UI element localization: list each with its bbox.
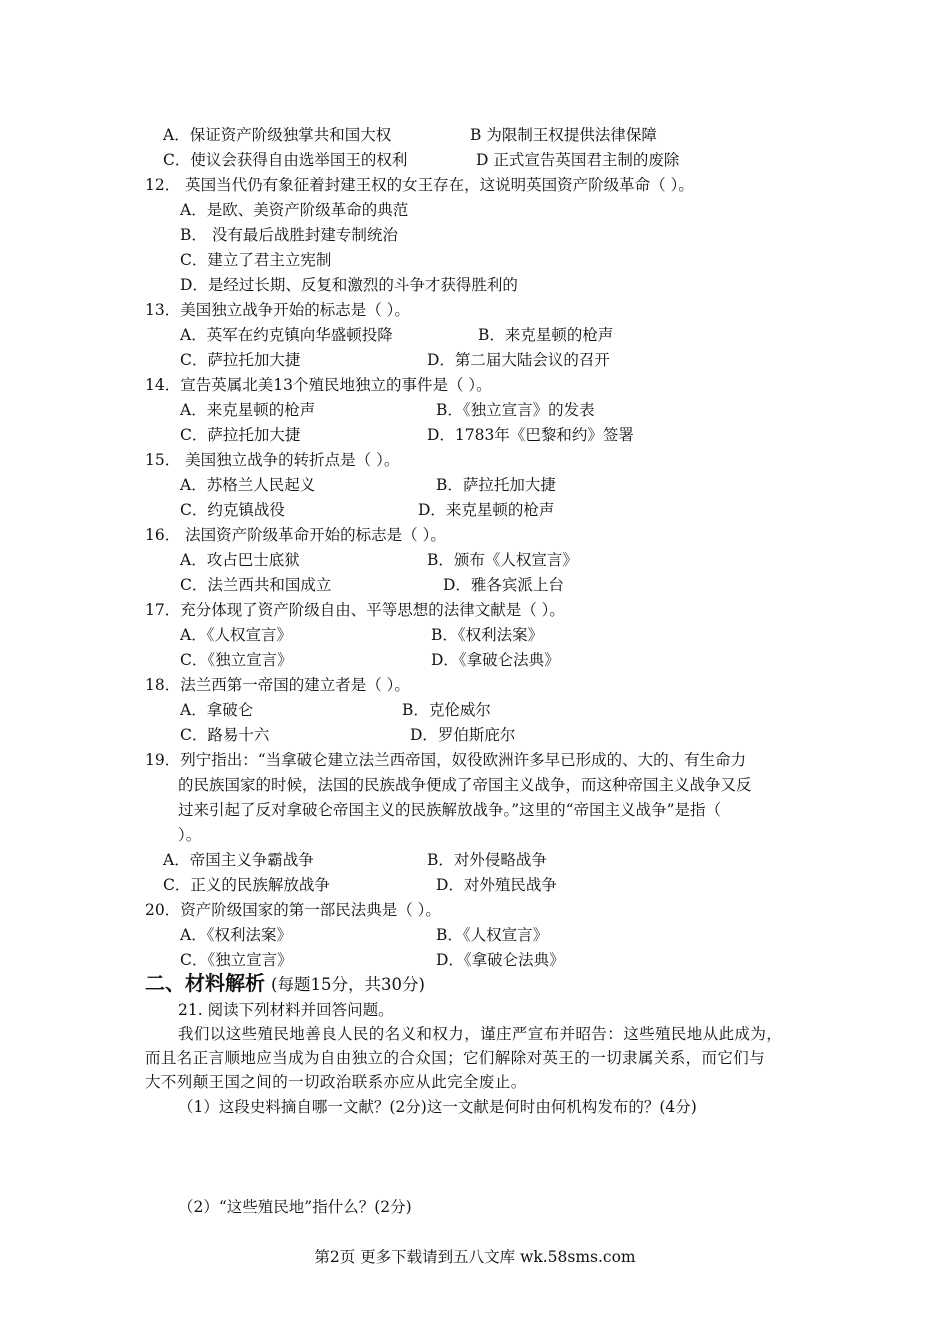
q17-stem: 17．充分体现了资产阶级自由、平等思想的法律文献是（ ）。 xyxy=(145,601,565,619)
section-score-note: (每题15分，共30分) xyxy=(271,975,425,994)
q19-stem-line2: 的民族国家的时候，法国的民族战争便成了帝国主义战争，而这种帝国主义战争又反 xyxy=(178,776,752,794)
q12-stem: 12． 英国当代仍有象征着封建王权的女王存在，这说明英国资产阶级革命（ ）。 xyxy=(145,176,694,194)
q14-option-a: A．来克星顿的枪声 xyxy=(180,401,316,419)
q19-stem-line1: 19．列宁指出：“当拿破仑建立法兰西帝国，奴役欧洲许多早已形成的、大的、有生命力 xyxy=(145,751,747,769)
q17-option-c: C．《独立宣言》 xyxy=(180,651,293,669)
page-footer: 第2页 更多下载请到五八文库 wk.58sms.com xyxy=(314,1248,636,1266)
q18-option-d: D．罗伯斯庇尔 xyxy=(410,726,516,744)
q20-stem: 20．资产阶级国家的第一部民法典是（ ）。 xyxy=(145,901,441,919)
q19-option-d: D．对外殖民战争 xyxy=(436,876,557,894)
section-heading xyxy=(145,970,425,998)
q14-option-b: B．《独立宣言》的发表 xyxy=(436,401,595,419)
q13-option-d: D．第二届大陆会议的召开 xyxy=(427,351,610,369)
q13-option-a: A．英军在约克镇向华盛顿投降 xyxy=(180,326,393,344)
q15-option-b: B．萨拉托加大捷 xyxy=(436,476,556,494)
q16-stem: 16． 法国资产阶级革命开始的标志是（ ）。 xyxy=(145,526,446,544)
q18-option-b: B．克伦威尔 xyxy=(402,701,491,719)
q20-option-d: D．《拿破仑法典》 xyxy=(436,951,565,969)
q14-option-c: C．萨拉托加大捷 xyxy=(180,426,301,444)
q19-option-b: B．对外侵略战争 xyxy=(427,851,547,869)
q18-option-c: C．路易十六 xyxy=(180,726,270,744)
q15-option-c: C．约克镇战役 xyxy=(180,501,285,519)
q16-option-b: B．颁布《人权宣言》 xyxy=(427,551,578,569)
section-title: 二、材料解析 xyxy=(145,971,265,995)
q18-stem: 18．法兰西第一帝国的建立者是（ ）。 xyxy=(145,676,410,694)
q15-stem: 15． 美国独立战争的转折点是（ ）。 xyxy=(145,451,400,469)
q21-material-line2: 而且名正言顺地应当成为自由独立的合众国；它们解除对英王的一切隶属关系，而它们与 xyxy=(145,1049,766,1067)
q11-option-c: C．使议会获得自由选举国王的权利 xyxy=(163,151,408,169)
q14-stem: 14．宣告英属北美13个殖民地独立的事件是（ ）。 xyxy=(145,376,492,394)
q21-subquestion-2: （2）“这些殖民地”指什么？(2分) xyxy=(178,1198,412,1216)
q17-option-b: B．《权利法案》 xyxy=(431,626,544,644)
q21-material-line3: 大不列颠王国之间的一切政治联系亦应从此完全废止。 xyxy=(145,1073,527,1091)
q20-option-c: C．《独立宣言》 xyxy=(180,951,293,969)
q15-option-a: A．苏格兰人民起义 xyxy=(180,476,316,494)
q20-option-a: A．《权利法案》 xyxy=(180,926,292,944)
q19-stem-line4: ）。 xyxy=(178,826,202,844)
q19-stem-line3: 过来引起了反对拿破仑帝国主义的民族解放战争。”这里的“帝国主义战争”是指（ xyxy=(178,801,722,819)
q14-option-d: D．1783年《巴黎和约》签署 xyxy=(427,426,634,444)
q12-option-d: D．是经过长期、反复和激烈的斗争才获得胜利的 xyxy=(180,276,518,294)
q21-stem: 21. 阅读下列材料并回答问题。 xyxy=(178,1001,394,1019)
q11-option-d: D 正式宣告英国君主制的废除 xyxy=(476,151,680,169)
q13-stem: 13．美国独立战争开始的标志是（ ）。 xyxy=(145,301,410,319)
q21-material-line1: 我们以这些殖民地善良人民的名义和权力，谨庄严宣布并昭告：这些殖民地从此成为， xyxy=(178,1025,783,1043)
q11-option-a: A．保证资产阶级独掌共和国大权 xyxy=(163,126,392,144)
q12-option-b: B． 没有最后战胜封建专制统治 xyxy=(180,226,398,244)
q13-option-b: B．来克星顿的枪声 xyxy=(478,326,614,344)
q21-subquestion-1: （1）这段史料摘自哪一文献？(2分)这一文献是何时由何机构发布的？(4分) xyxy=(178,1098,697,1116)
q12-option-c: C．建立了君主立宪制 xyxy=(180,251,332,269)
q16-option-d: D．雅各宾派上台 xyxy=(443,576,564,594)
q19-option-c: C．正义的民族解放战争 xyxy=(163,876,330,894)
q13-option-c: C．萨拉托加大捷 xyxy=(180,351,301,369)
q16-option-c: C．法兰西共和国成立 xyxy=(180,576,332,594)
q19-option-a: A．帝国主义争霸战争 xyxy=(163,851,314,869)
q18-option-a: A．拿破仑 xyxy=(180,701,254,719)
q17-option-d: D．《拿破仑法典》 xyxy=(431,651,560,669)
q12-option-a: A．是欧、美资产阶级革命的典范 xyxy=(180,201,409,219)
q17-option-a: A．《人权宣言》 xyxy=(180,626,292,644)
q16-option-a: A．攻占巴士底狱 xyxy=(180,551,300,569)
q15-option-d: D．来克星顿的枪声 xyxy=(418,501,555,519)
q20-option-b: B．《人权宣言》 xyxy=(436,926,549,944)
q11-option-b: B 为限制王权提供法律保障 xyxy=(470,126,657,144)
